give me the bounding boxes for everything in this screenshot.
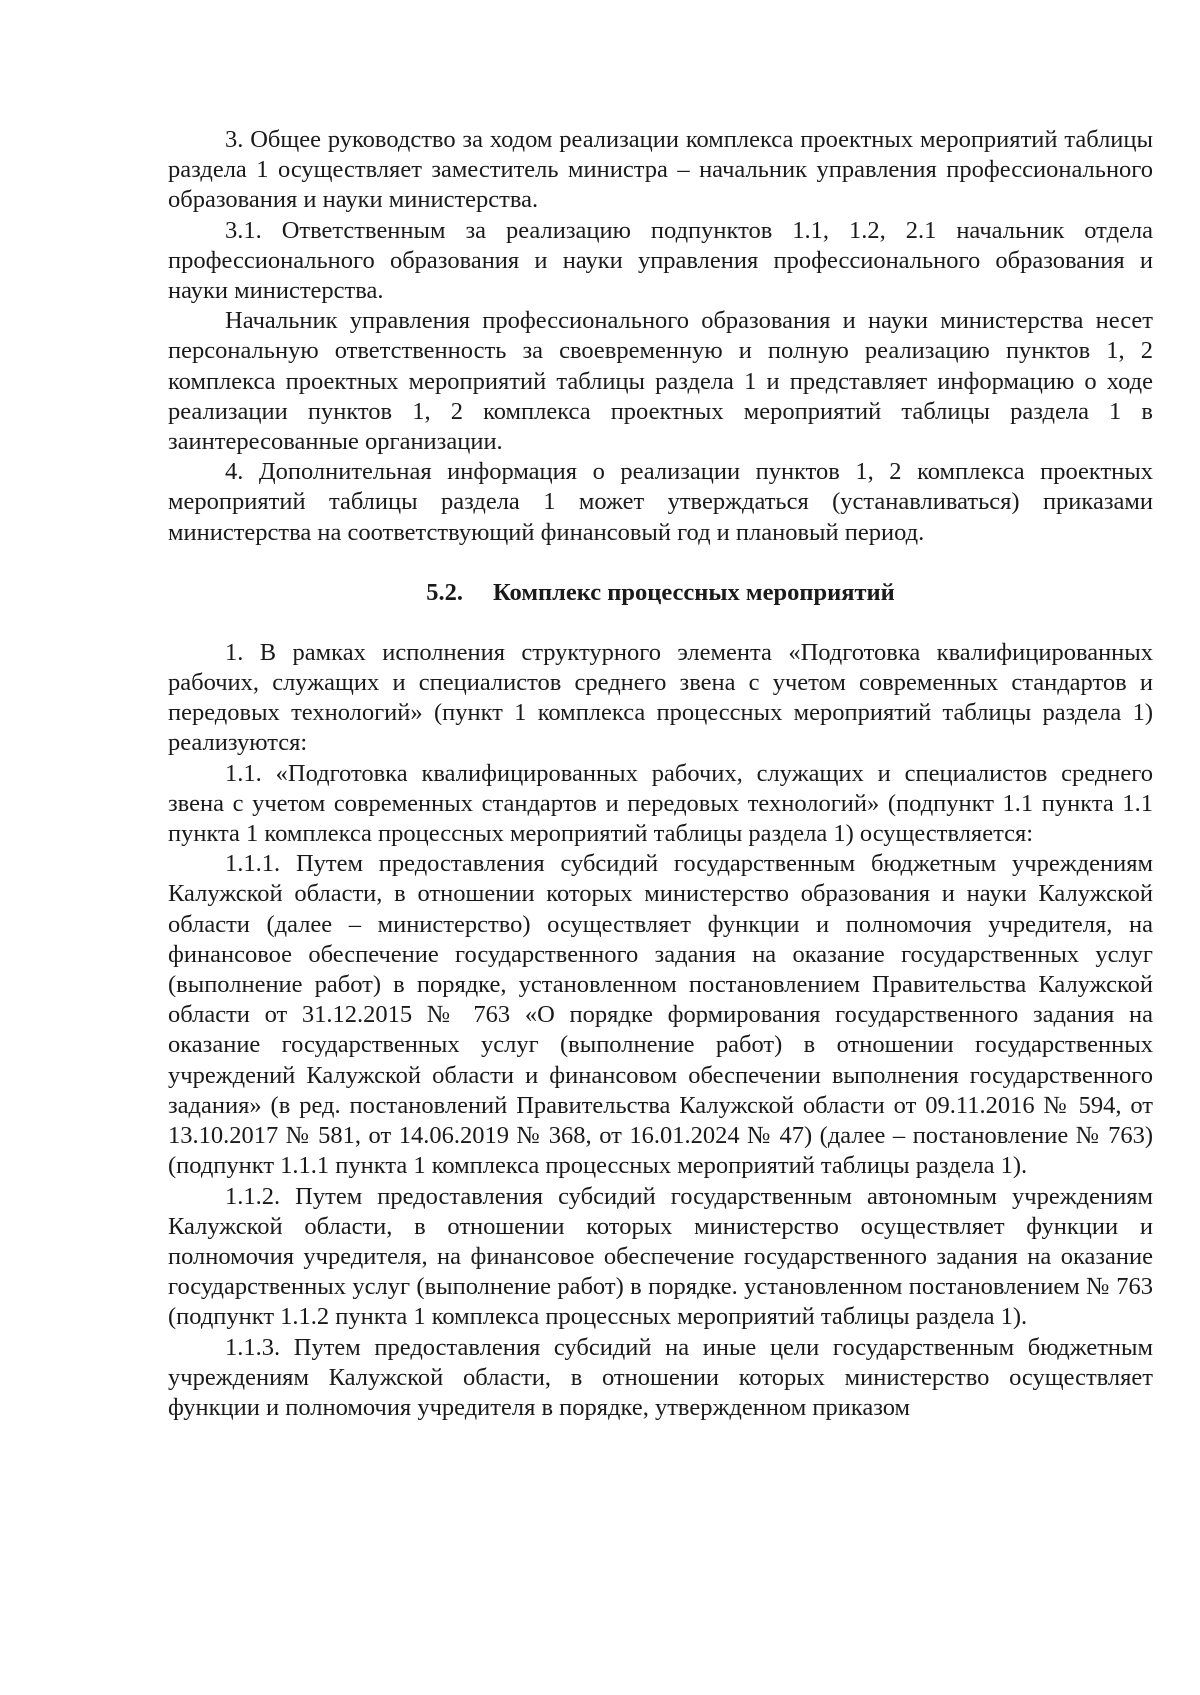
spacer — [168, 620, 1153, 638]
paragraph-1-1-2: 1.1.2. Путем предоставления субсидий государственным автономным учреждениям Калужской области, в отношении которых министерство осуществляет функции и полномочия учредителя, на финансовое обеспечение государственного задания на оказание государственных услуг (выполнение работ) в порядке. установленном постановлением № 763 (подпункт 1.1.2 пункта 1 комплекса процессных мероприятий таблицы раздела 1). — [168, 1182, 1153, 1331]
paragraph-responsibility: Начальник управления профессионального образования и науки министерства несет персональную ответственность за своевременную и полную реализацию пунктов 1, 2 комплекса проектных мероприятий таблицы раздела 1 и представляет информацию о ходе реализации пунктов 1, 2 комплекса проектных мероприятий таблицы раздела 1 в заинтересованные организации. — [168, 307, 1153, 456]
paragraph-1-1-1: 1.1.1. Путем предоставления субсидий государственным бюджетным учреждениям Калужской области, в отношении которых министерство образования и науки Калужской области (далее – министерство) осуществляет функции и полномочия учредителя, на финансовое обеспечение государственного задания на оказание государственных услуг (выполнение работ) в порядке, установленном постановлением Правительства Калужской области от 31.12.2015 № 763 «О порядке формирования государственного задания на оказание государственных услуг (выполнение работ) в отношении государственных учреждений Калужской области и финансовом обеспечении выполнения государственного задания» (в ред. постановлений Правительства Калужской области от 09.11.2016 № 594, от 13.10.2017 № 581, от 14.06.2019 № 368, от 16.01.2024 № 47) (далее – постановление № 763) (подпункт 1.1.1 пункта 1 комплекса процессных мероприятий таблицы раздела 1). — [168, 850, 1153, 1180]
section-number: 5.2. — [426, 578, 463, 606]
paragraph-4: 4. Дополнительная информация о реализации пунктов 1, 2 комплекса проектных мероприятий таблицы раздела 1 может утверждаться (устанавливаться) приказами министерства на соответствующий финансовый год и плановый период. — [168, 458, 1153, 546]
section-heading — [168, 566, 1153, 620]
paragraph-3: 3. Общее руководство за ходом реализации комплекса проектных мероприятий таблицы раздела 1 осуществляет заместитель министра – начальник управления профессионального образования и науки министерства. — [168, 126, 1153, 214]
paragraph-1-1-3: 1.1.3. Путем предоставления субсидий на иные цели государственным бюджетным учреждениям Калужской области, в отношении которых министерство осуществляет функции и полномочия учредителя в порядке, утвержденном приказом — [168, 1333, 1153, 1421]
section-title: Комплекс процессных мероприятий — [493, 578, 895, 606]
paragraph-1-1: 1.1. «Подготовка квалифицированных рабочих, служащих и специалистов среднего звена с учетом современных стандартов и передовых технологий» (подпункт 1.1 пункта 1.1 пункта 1 комплекса процессных мероприятий таблицы раздела 1) осуществляется: — [168, 759, 1153, 848]
paragraph-3-1: 3.1. Ответственным за реализацию подпунктов 1.1, 1.2, 2.1 начальник отдела профессионального образования и науки управления профессионального образования и науки министерства. — [168, 216, 1153, 305]
document-page — [168, 125, 1153, 1423]
paragraph-1: 1. В рамках исполнения структурного элемента «Подготовка квалифицированных рабочих, служащих и специалистов среднего звена с учетом современных стандартов и передовых технологий» (пункт 1 комплекса процессных мероприятий таблицы раздела 1) реализуются: — [168, 638, 1153, 757]
